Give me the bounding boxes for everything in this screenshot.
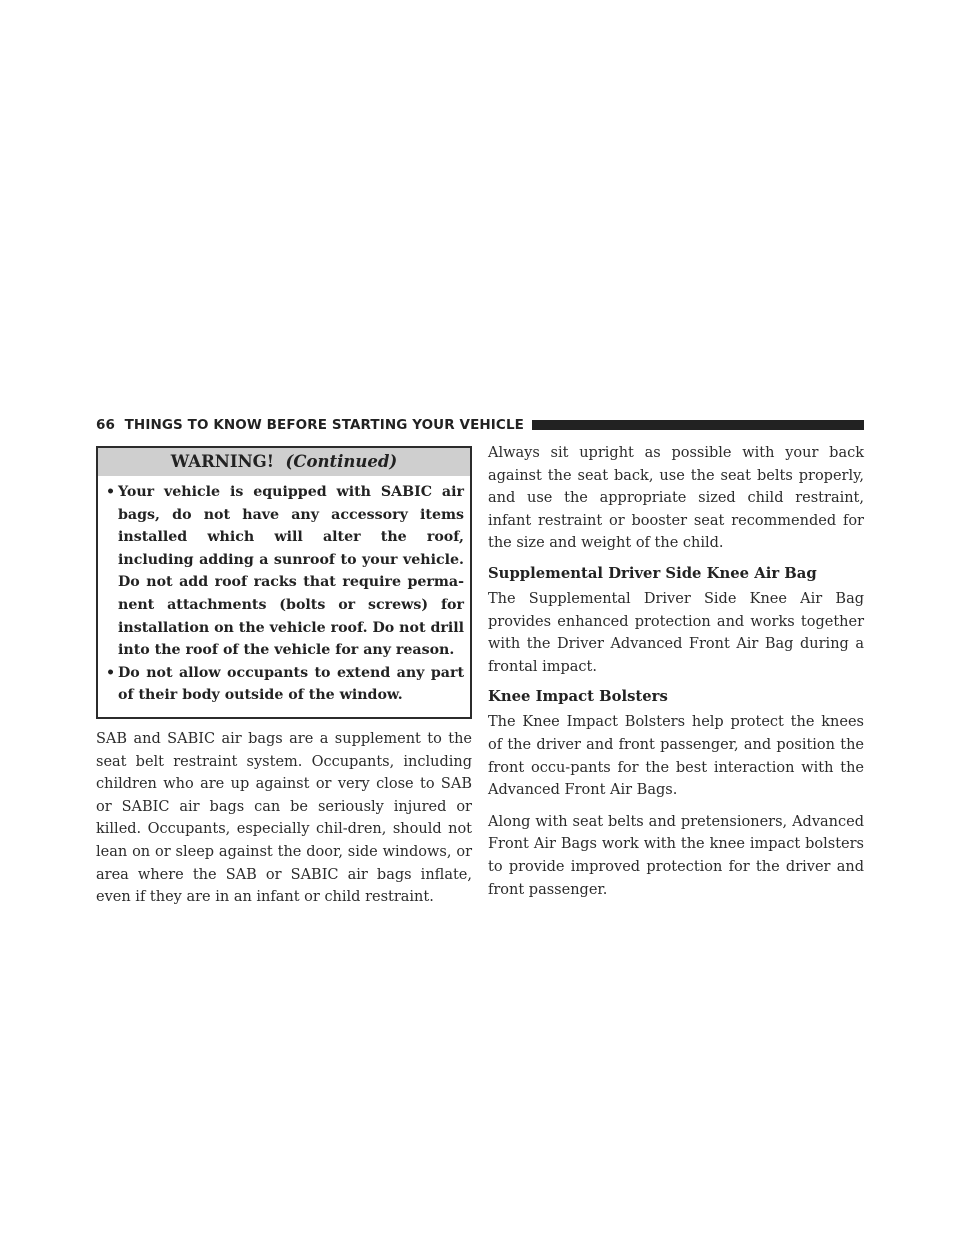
warning-list [98,476,470,717]
warning-title: WARNING! [170,452,275,471]
warning-box [96,446,472,719]
warning-item [106,481,464,662]
bullet-icon: • [106,484,116,500]
knee-air-bag-heading: Supplemental Driver Side Knee Air Bag [488,564,817,582]
warning-continued: (Continued) [285,452,398,471]
page-header [96,415,864,435]
page-header-text [96,417,524,433]
knee-bolsters-paragraph-2: Along with seat belts and pretensioners, Advanced Front Air Bags work with the knee impact bolsters to provide improved protection for the driver and front passenger. [488,813,864,898]
section-title: THINGS TO KNOW BEFORE STARTING YOUR VEHICLE [124,417,524,433]
warning-item [106,662,464,707]
warning-heading [98,448,470,476]
knee-bolsters-heading: Knee Impact Bolsters [488,688,668,706]
header-rule [532,420,864,430]
knee-bolsters-paragraph-1: The Knee Impact Bolsters help protect the knees of the driver and front passenger, and position the front occu-pants for the best interaction with the Advanced Front Air Bags. [488,714,864,799]
right-column [488,442,864,901]
warning-item-text: Your vehicle is equipped with SABIC air bags, do not have any accessory items installed which will alter the roof, including adding a sunroof to your vehicle. Do not add roof racks that require perma-nent attachments (bolts or screws) for installation on the vehicle roof. Do not drill into the roof of the vehicle for any reason. [118,484,465,659]
intro-paragraph: Always sit upright as possible with your back against the seat back, use the seat belts properly, and use the appropriate sized child restraint, infant restraint or booster seat recommended for the size and weight of the child. [488,445,864,552]
bullet-icon: • [106,664,116,681]
knee-air-bag-paragraph: The Supplemental Driver Side Knee Air Bag provides enhanced protection and works together with the Driver Advanced Front Air Bag during a frontal impact. [488,590,864,675]
left-column [96,446,472,909]
page-number: 66 [96,417,115,433]
sab-sabic-paragraph: SAB and SABIC air bags are a supplement to the seat belt restraint system. Occupants, including children who are up against or very close to SAB or SABIC air bags can be seriously injured or killed. Occupants, especially chil-dren, should not lean on or sleep against the door, side windows, or area where the SAB or SABIC air bags inflate, even if they are in an infant or child restraint. [96,730,472,906]
warning-item-text: Do not allow occupants to extend any part of their body outside of the window. [118,664,464,704]
